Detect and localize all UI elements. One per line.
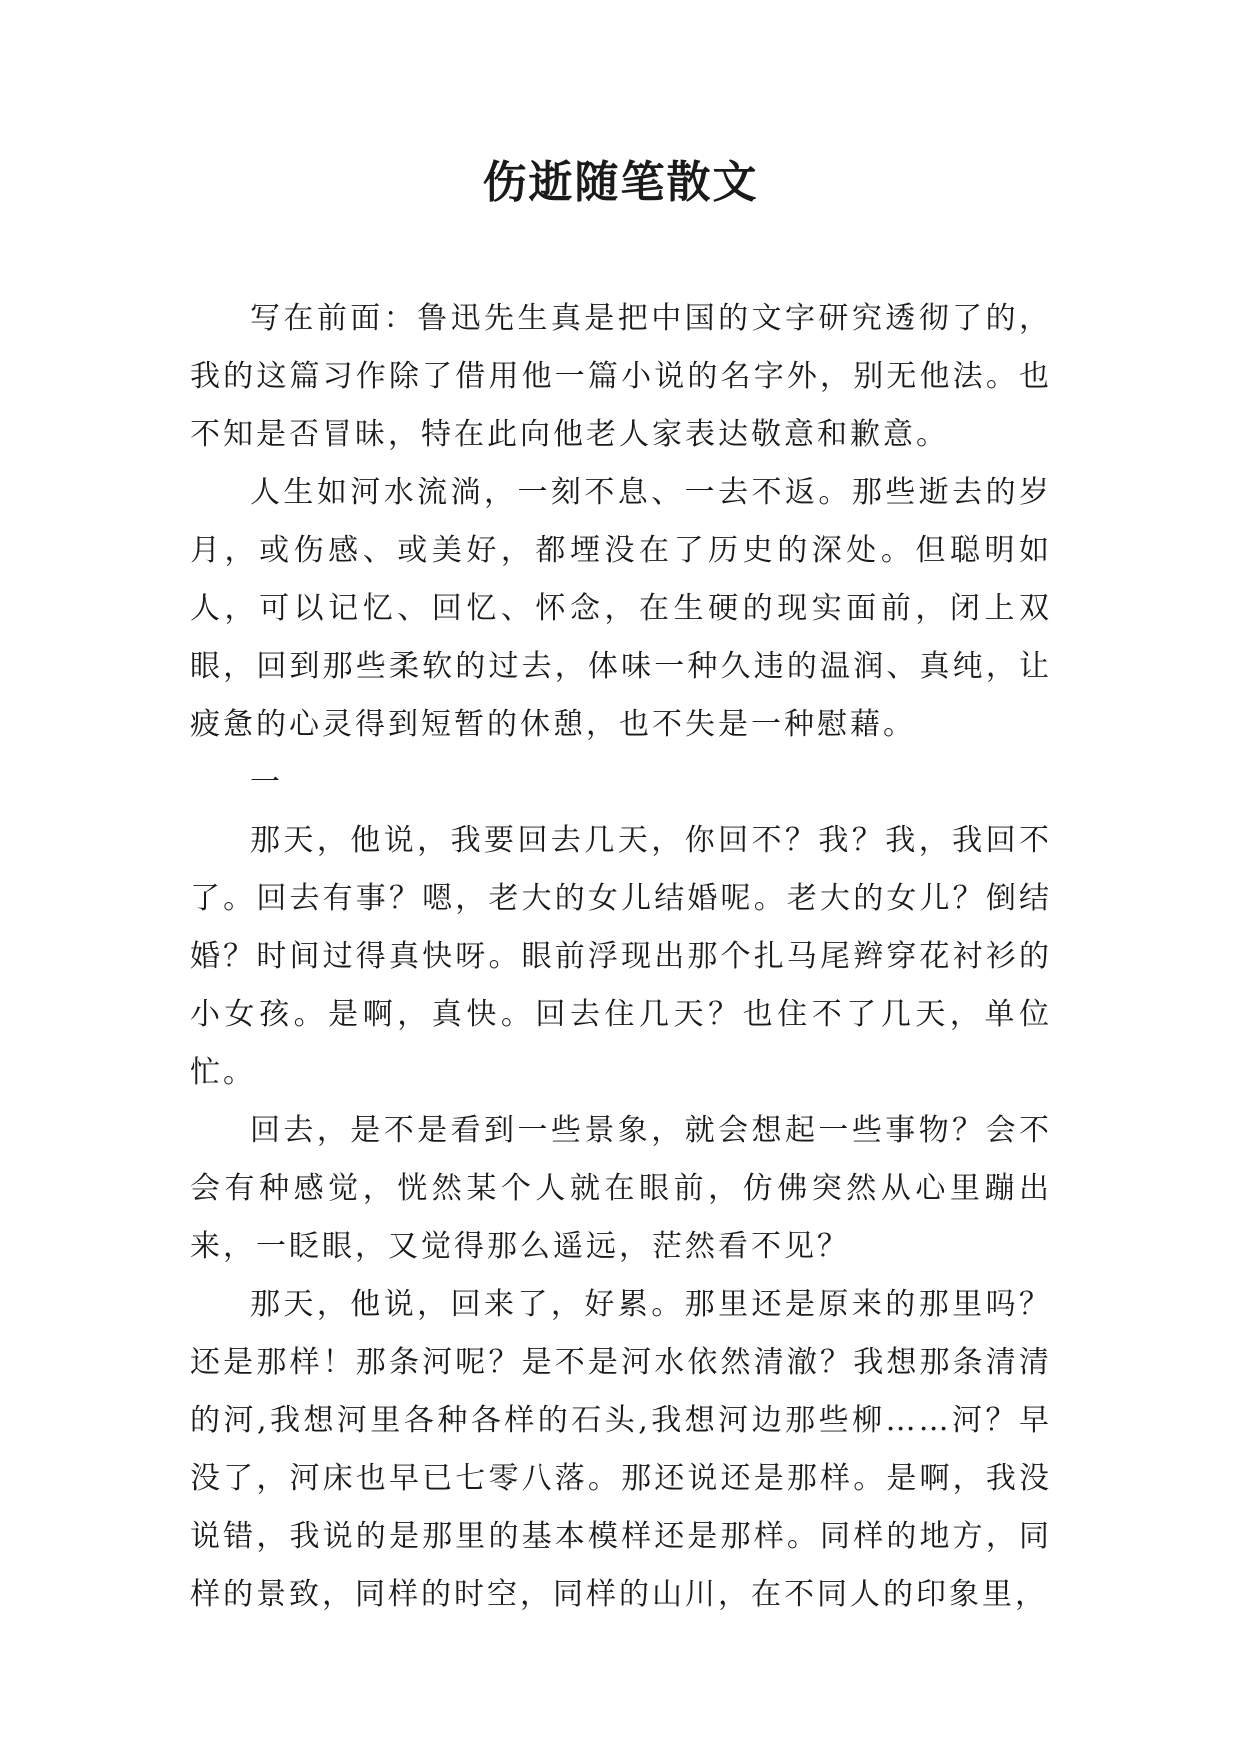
paragraph-preface: 写在前面：鲁迅先生真是把中国的文字研究透彻了的，我的这篇习作除了借用他一篇小说的名字外，别无他法。也不知是否冒昧，特在此向他老人家表达敬意和歉意。 bbox=[190, 301, 1052, 452]
paragraph-intro: 人生如河水流淌，一刻不息、一去不返。那些逝去的岁月，或伤感、或美好，都堙没在了历史的深处。但聪明如人，可以记忆、回忆、怀念，在生硬的现实面前，闭上双眼，回到那些柔软的过去，体味一种久违的温润、真纯，让疲惫的心灵得到短暂的休憩，也不失是一种慰藉。 bbox=[190, 475, 1052, 742]
document-title: 伤逝随笔散文 bbox=[482, 157, 759, 208]
section-heading-one: 一 bbox=[250, 765, 283, 800]
paragraph-dialogue-river: 那天，他说，回来了，好累。那里还是原来的那里吗？还是那样！那条河呢？是不是河水依然清澈？我想那条清清的河,我想河里各种各样的石头,我想河边那些柳……河？早没了，河床也早已七零八落。那还说还是那样。是啊，我没说错，我说的是那里的基本模样还是那样。同样的地方，同样的景致，同样的时空，同样的山川，在不同人的印象里， bbox=[190, 1287, 1052, 1612]
paragraph-dialogue-return: 那天，他说，我要回去几天，你回不？我？我，我回不了。回去有事？嗯，老大的女儿结婚呢。老大的女儿？倒结婚？时间过得真快呀。眼前浮现出那个扎马尾辫穿花衬衫的小女孩。是啊，真快。回去住几天？也住不了几天，单位忙。 bbox=[190, 823, 1052, 1090]
paragraph-reflection: 回去，是不是看到一些景象，就会想起一些事物？会不会有种感觉，恍然某个人就在眼前，仿佛突然从心里蹦出来，一眨眼，又觉得那么遥远，茫然看不见？ bbox=[190, 1113, 1052, 1264]
document-body bbox=[190, 290, 1052, 1624]
